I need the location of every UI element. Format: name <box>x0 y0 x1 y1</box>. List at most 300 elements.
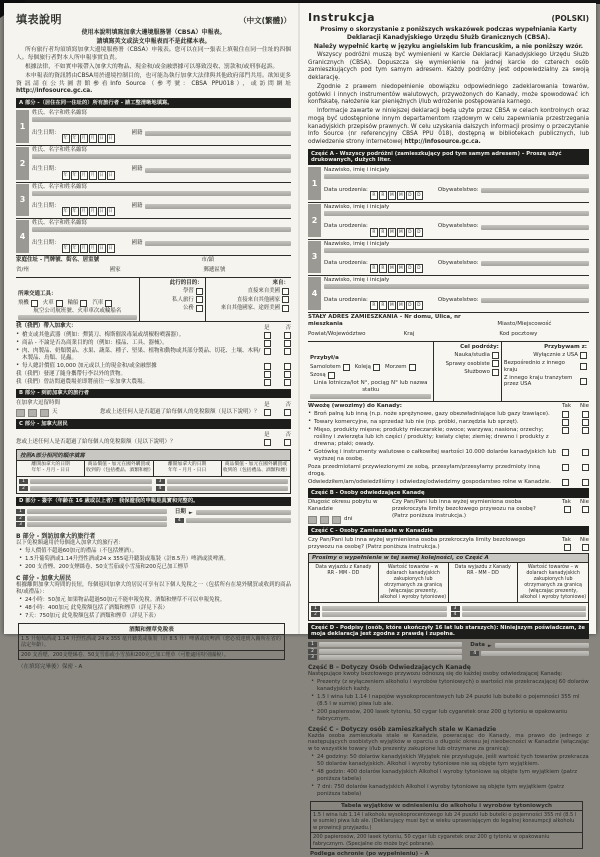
date-box[interactable]: 年 <box>63 245 68 251</box>
no-checkbox[interactable] <box>284 409 291 416</box>
instruction-sheet <box>4 3 596 857</box>
row-number: 2 <box>19 486 28 491</box>
option <box>385 364 416 371</box>
transport-section <box>308 341 589 401</box>
traveler-number: 1 <box>16 110 29 143</box>
day-box[interactable] <box>308 516 317 524</box>
table-order-note: Prosimy o wypełnienie w tej samej kolejności, co Część A <box>309 554 588 563</box>
instructions-b-intro: 以下免稅額適用於每個進入加拿大的旅行者： <box>16 540 124 547</box>
exemption-question: Czy Pan/Pani lub inna wyżej wymieniona osoba przekroczyła limity bezcłowego przywozu na osobę? (Patrz poniższa instrukcja.) <box>392 499 536 520</box>
part-b-bar: B 部分 - 到訪加拿大的旅行者 <box>16 389 291 398</box>
list-item: • 48小時：400加元 此免稅額包括了酒類和煙草（詳見下表） <box>19 605 291 612</box>
day-box[interactable] <box>320 516 329 524</box>
no-checkbox[interactable] <box>582 449 589 456</box>
date-box[interactable]: 月 <box>90 172 95 178</box>
date-box[interactable]: D <box>415 264 423 273</box>
list-item: • 7 dni: 750 dolarów kanadyjskich Alkohol i wyroby tytoniowe są objęte tym wyjątkiem (patrz poniższa tabela) <box>311 784 589 798</box>
col-value-left: 商品價值 - 加元在國外購買或收到的（包括禮品、酒類和煙） <box>85 461 153 476</box>
name-input[interactable] <box>32 117 291 122</box>
date-box[interactable]: 月 <box>81 245 86 251</box>
no-header: Nie <box>579 536 589 543</box>
dob-label: Data urodzenia: <box>324 223 368 230</box>
yes-checkbox[interactable] <box>562 427 569 434</box>
checkbox[interactable] <box>282 305 289 312</box>
goods-input[interactable] <box>30 486 152 491</box>
date-box[interactable]: D <box>415 228 423 237</box>
citizenship-input[interactable] <box>145 241 291 246</box>
option <box>533 352 587 359</box>
checkbox[interactable] <box>373 364 380 371</box>
date-box[interactable]: 年 <box>72 135 77 141</box>
date-box[interactable]: 日 <box>99 245 104 251</box>
instructions-b-intro: Następujące kwoty bezcłowego przywozu odnoszą się do każdej osoby odwiedzającej Kanadę: <box>308 671 563 677</box>
no-header: Nie <box>579 402 589 409</box>
dob-label: 出生日期： <box>32 239 60 246</box>
list-item: • 7天：750加元 此免稅額包括了酒類和煙草（詳見下表） <box>19 613 291 620</box>
checkbox[interactable] <box>196 288 203 295</box>
citizenship-input[interactable] <box>481 188 589 193</box>
traveler-row-4 <box>308 276 589 313</box>
yes-checkbox[interactable] <box>264 348 271 355</box>
infosource-link: http://infosource.gc.ca. <box>16 88 93 95</box>
checkbox[interactable] <box>105 300 112 307</box>
checkbox[interactable] <box>282 288 289 295</box>
row-number: 3 <box>156 479 165 484</box>
yes-checkbox[interactable] <box>264 340 271 347</box>
col-date-right: 離開加拿大的日期 年年 - 月月 - 日日 <box>154 461 222 476</box>
province-label: 省/州 <box>16 266 29 273</box>
date-box[interactable]: 年 <box>72 245 77 251</box>
date-box[interactable]: D <box>406 301 414 310</box>
traveler-number: 1 <box>308 167 321 200</box>
carrier-note: Linia lotnicza/lot N°, pociąg N° lub nazwa statku <box>313 379 428 393</box>
date-box[interactable]: 月 <box>81 209 86 215</box>
option <box>221 305 289 312</box>
goods-input[interactable] <box>322 606 447 611</box>
option <box>183 305 203 312</box>
signature-input[interactable] <box>27 522 167 527</box>
date-box[interactable]: R <box>379 264 387 273</box>
intro-bold-line: Należy wypełnić kartę w języku angielskim lub francuskim, a nie poniższy wzór. <box>313 42 584 50</box>
paragraph <box>308 108 589 146</box>
date-input[interactable] <box>196 510 291 515</box>
question-text: • Towary komercyjne, na sprzedaż lub nie (np. próbki, narzędzia lub sprzęt). <box>308 419 559 426</box>
date-box[interactable]: M <box>388 228 396 237</box>
exemptions-row: 200 支香煙、200支煙絲卷、50支雪茄或小雪茄和200克已加工煙草（可能適用特別國稅）。 <box>21 651 229 658</box>
date-box[interactable]: M <box>397 191 405 200</box>
yes-checkbox[interactable] <box>264 371 271 378</box>
row-number: 4 <box>451 612 460 617</box>
option-label: Służbowo <box>464 369 490 376</box>
option <box>355 364 380 371</box>
purpose-title: Cel podróży: <box>460 343 499 350</box>
signature-input[interactable] <box>319 642 462 647</box>
province-label: Powiat/Województwo <box>308 331 366 338</box>
name-input[interactable] <box>324 284 589 289</box>
goods-input[interactable] <box>30 479 152 484</box>
yes-checkbox[interactable] <box>264 439 271 446</box>
instructions-c-list <box>16 597 291 620</box>
infosource-link: http://infosource.gc.ca. <box>404 138 481 145</box>
date-input[interactable] <box>495 643 589 648</box>
checkbox[interactable] <box>492 352 499 359</box>
bringing-title: 我（我們）帶入加拿大： <box>16 323 77 330</box>
option-label: 公務 <box>182 305 194 312</box>
city-label: Miasto/Miejscowość <box>497 321 552 328</box>
no-checkbox[interactable] <box>284 340 291 347</box>
intro-bold-line: 請填寫英文或法文申報表而不是此樣本表。 <box>96 37 211 45</box>
citizenship-input[interactable] <box>481 261 589 266</box>
option-label: 火車 <box>42 299 54 306</box>
date-box[interactable]: R <box>370 191 378 200</box>
option <box>92 300 112 307</box>
citizenship-input[interactable] <box>145 168 291 173</box>
goods-input[interactable] <box>322 612 447 617</box>
checkbox[interactable] <box>196 305 203 312</box>
goods-input[interactable] <box>167 486 289 491</box>
day-box[interactable] <box>16 409 25 417</box>
date-box[interactable]: 月 <box>90 209 95 215</box>
date-box[interactable]: 日 <box>99 172 104 178</box>
option-label: Morzem <box>384 364 407 370</box>
arriving-title: Przybywam z: <box>544 343 587 350</box>
signature-input[interactable] <box>27 516 167 521</box>
option <box>172 296 203 303</box>
page-title-pl: Instrukcja <box>308 11 376 24</box>
no-checkbox[interactable] <box>284 332 291 339</box>
list-item: • 1.5升葡萄酒或1.14升烈性酒或24 x 355毫升聽裝或瓶裝（計8.5升）啤酒或淡啤酒。 <box>19 556 291 563</box>
yes-checkbox[interactable] <box>264 379 271 386</box>
checkbox[interactable] <box>282 296 289 303</box>
residents-table <box>16 449 291 494</box>
no-header: 否 <box>285 432 291 439</box>
date-box[interactable]: D <box>406 264 414 273</box>
date-box[interactable]: R <box>370 301 378 310</box>
traveler-number: 2 <box>16 147 29 180</box>
question-text: • Mięso, produkty mięsne; produkty mleczarskie; owoce; warzywa; nasiona; orzechy; rośliny i zwierzęta lub ich części / produkty; kwiaty cięte; ziemię; drewno i produkty z drewna; ptaki; owady. <box>308 427 559 448</box>
date-box[interactable]: R <box>370 228 378 237</box>
citizenship-label: 國籍 <box>131 166 143 173</box>
panel-chinese <box>4 3 300 671</box>
carrier-note: 航空公司航班號、火車車次或輪船名 <box>33 307 122 314</box>
transport-title: 所乘交通工具： <box>18 290 57 297</box>
exemption-question: Czy Pan/Pani lub inna wyżej wymieniona osoba przekroczyła limity bezcłowego przywozu na osobę? (Patrz poniższa instrukcja.) <box>308 536 526 550</box>
name-label: 姓氏、名字和姓名縮寫 <box>32 110 88 117</box>
goods-input[interactable] <box>167 479 289 484</box>
question-text: Odwiedziłem/am/odwiedziliśmy i odwiedzę/odwiedzimy gospodarstwo rolne w Kanadzie. <box>308 478 552 485</box>
yes-checkbox[interactable] <box>562 411 569 418</box>
arriving-options <box>504 352 587 388</box>
instructions-c-intro: 根據離開加拿大時間的長短，每個返回加拿大的居民可享有以下個人免稅之一（包括所有在境外購買或收到的商品和/或禮品）： <box>16 582 291 596</box>
row-number: 2 <box>16 516 25 521</box>
no-checkbox[interactable] <box>582 427 589 434</box>
city-label: 市/鎮 <box>201 257 215 264</box>
option-label: 汽車 <box>92 299 104 306</box>
traveler-number: 4 <box>16 220 29 253</box>
option-label: Nauka/studia <box>454 352 490 359</box>
citizenship-label: 國籍 <box>131 129 143 136</box>
citizenship-input[interactable] <box>481 298 589 303</box>
date-box[interactable]: D <box>415 301 423 310</box>
date-box[interactable]: M <box>388 301 396 310</box>
date-label: Data <box>470 642 485 648</box>
col-value-left: Wartość towarów – w dolarach kanadyjskich zakupionych lub otrzymanych za granicą (włączając prezenty, alkohol i wyroby tytoniowe) <box>379 563 449 602</box>
checkbox[interactable] <box>409 364 416 371</box>
question-text: • 每人總計價值 10,000 加元或以上的現金和/或金融票據 <box>16 363 261 370</box>
traveler-row-3 <box>16 183 291 220</box>
option-label: Koleją <box>354 364 371 370</box>
transport-options <box>310 364 431 379</box>
date-box[interactable]: 年 <box>72 209 77 215</box>
option-label: 直接來自其他國家 <box>236 296 280 303</box>
row-number: 1 <box>311 606 320 611</box>
goods-input[interactable] <box>462 612 587 617</box>
name-input[interactable] <box>32 227 291 232</box>
option-label: Sprawy osobiste <box>445 360 490 367</box>
option <box>310 372 335 379</box>
option-label: 輪船 <box>67 299 79 306</box>
row-number: 3 <box>451 606 460 611</box>
option <box>18 300 38 307</box>
days-label: 天 <box>52 409 58 416</box>
option-label: 來自其他國家、途經美國 <box>220 305 280 312</box>
yes-checkbox[interactable] <box>562 449 569 456</box>
paragraph <box>16 73 291 96</box>
stay-days-field <box>16 409 100 417</box>
arriving-title: 來自： <box>272 279 289 286</box>
checkbox[interactable] <box>31 300 38 307</box>
checkbox[interactable] <box>56 300 63 307</box>
question-text: Poza przedmiotami przywiezionymi ze sobą, przesyłam/przesyłamy przedmioty inną drogą. <box>308 463 541 477</box>
no-checkbox[interactable] <box>284 379 291 386</box>
carrier-input[interactable] <box>18 315 137 320</box>
exemption-question: 您或上述任何人是否超過了給每個人的免稅限額（見以下說明）？ <box>16 439 176 446</box>
traveler-row-2 <box>308 203 589 240</box>
yes-checkbox[interactable] <box>564 506 571 513</box>
date-box[interactable]: M <box>397 301 405 310</box>
no-checkbox[interactable] <box>582 479 589 486</box>
checkbox[interactable] <box>80 300 87 307</box>
residents-table <box>308 553 589 620</box>
col-date-left: 離開加拿大的日期 年年 - 月月 - 日日 <box>17 461 85 476</box>
option <box>183 288 203 295</box>
signature-section <box>16 508 291 529</box>
intro-bold-line: Prosimy o skorzystanie z poniższych wskazówek podczas wypełniania Karty Deklaracji Kanadyjskiego Urzędu Służb Granicznych (CBSA). <box>320 26 577 41</box>
checkbox[interactable] <box>343 364 350 371</box>
no-checkbox[interactable] <box>582 544 589 551</box>
part-a-bar: Część A - Wszyscy podróżni (zamieszkujący pod tym samym adresem) – Proszę użyć drukowanych, dużych liter. <box>308 149 589 165</box>
date-box[interactable]: D <box>415 191 423 200</box>
traveler-row-1 <box>16 109 291 146</box>
yes-checkbox[interactable] <box>264 363 271 370</box>
list-item: • 每人價值不超過60加元的禮品（不包括煙酒）。 <box>19 548 291 555</box>
day-box[interactable] <box>28 409 37 417</box>
yes-header: 是 <box>264 325 270 332</box>
date-box[interactable]: 日 <box>108 135 113 141</box>
instructions-b-title: B 部分 - 到訪加拿大的旅行者 <box>16 533 96 541</box>
day-box[interactable] <box>40 409 49 417</box>
signature-input[interactable] <box>319 655 462 660</box>
option-label: Samolotem <box>310 364 341 370</box>
protected-footer: （在填寫完畢後）保密 - A <box>18 664 83 671</box>
yes-checkbox[interactable] <box>562 479 569 486</box>
no-checkbox[interactable] <box>284 348 291 355</box>
exemptions-row: 200 papierosów, 200 lasek tytoniu, 50 cygar lub cygaretek oraz 200 g tytoniu w opakowaniu fabrycznym. (Specjalne cło może być pobrane). <box>313 834 550 847</box>
stay-label: 在加拿大逗留時間 <box>16 399 61 406</box>
panel-polish <box>300 3 596 857</box>
row-number: 4 <box>175 518 184 523</box>
no-checkbox[interactable] <box>582 464 589 471</box>
citizenship-input[interactable] <box>145 131 291 136</box>
date-box[interactable]: 月 <box>81 172 86 178</box>
days-label: dni <box>344 515 353 522</box>
no-checkbox[interactable] <box>582 506 589 513</box>
list-item: • 24小時：50加元 如果物品超過50加元不能申報免稅。酒類和煙草不可以申報免稅。 <box>19 597 291 604</box>
name-input[interactable] <box>32 191 291 196</box>
yes-checkbox[interactable] <box>264 332 271 339</box>
checkbox[interactable] <box>580 352 587 359</box>
date-box[interactable]: M <box>397 228 405 237</box>
traveler-number: 3 <box>16 184 29 217</box>
date-box[interactable]: M <box>397 264 405 273</box>
checkbox[interactable] <box>580 378 587 385</box>
instructions-b-title: Część B – Dotyczy Osób Odwiedzających Kanadę <box>308 664 471 671</box>
date-box[interactable]: R <box>379 228 387 237</box>
purpose-options <box>142 288 203 312</box>
question-text: 我（我們）發運了隨身攜帶行李以外的貨物。 <box>16 371 127 378</box>
option <box>504 375 587 388</box>
citizenship-label: Obywatelstwo: <box>437 223 479 230</box>
date-box[interactable]: 日 <box>108 172 113 178</box>
signature-input[interactable] <box>27 509 167 514</box>
exemptions-row: 1.5 l wina lub 1.14 l alkoholu wysokoprocentowego lub 24 puszki lub butelki o pojemności 355 ml (8.5 l w sumie) piwa lub ale. (Deklarujący musi być w wieku uprawniającym do legalnej konsumpcji alkoholu w prowincji przyjazdu.) <box>311 811 582 834</box>
option-label: Wyłącznie z USA <box>533 352 578 359</box>
no-checkbox[interactable] <box>284 439 291 446</box>
part-b-bar: Część B - Osoby odwiedzające Kanadę <box>308 488 589 497</box>
checkbox[interactable] <box>328 372 335 379</box>
paragraph: 根據法律，不如實申報帶入加拿大的物品、現金和/或金融票據可以導致沒收、罰款和/或刑事起訴。 <box>25 63 279 70</box>
dob-boxes <box>370 291 424 310</box>
name-input[interactable] <box>324 211 589 216</box>
carrier-input[interactable] <box>310 394 431 399</box>
name-input[interactable] <box>32 154 291 159</box>
home-address-label: 家庭住址 - 門牌號、街名、居室號 <box>16 257 100 264</box>
option-label: 直接來自美國 <box>247 288 280 295</box>
citizenship-input[interactable] <box>481 225 589 230</box>
date-box[interactable]: 月 <box>81 135 86 141</box>
day-box[interactable] <box>332 516 341 524</box>
part-d-bar: D 部分 - 簽字（年齡在 16 歲或以上者）：我保證我的申報是真實和完整的。 <box>16 497 291 506</box>
date-box[interactable]: 月 <box>90 245 95 251</box>
protected-footer: Podlega ochronie (po wypełnieniu) – A <box>310 851 429 857</box>
checkbox[interactable] <box>580 363 587 370</box>
name-input[interactable] <box>324 174 589 179</box>
traveler-number: 3 <box>308 241 321 274</box>
goods-input[interactable] <box>462 606 587 611</box>
option <box>464 369 499 376</box>
date-box[interactable]: 年 <box>63 172 68 178</box>
date-box[interactable]: 日 <box>108 209 113 215</box>
date-box[interactable]: M <box>388 264 396 273</box>
date-box[interactable]: D <box>406 191 414 200</box>
dob-boxes <box>62 234 116 253</box>
option-label: 私人旅行 <box>172 296 194 303</box>
yes-checkbox[interactable] <box>562 419 569 426</box>
purpose-title: 此行的目的： <box>169 279 203 286</box>
no-header: 否 <box>285 401 291 408</box>
checkbox[interactable] <box>492 369 499 376</box>
signature-input[interactable] <box>319 649 462 654</box>
row-number: 3 <box>16 522 25 527</box>
dob-label: Data urodzenia: <box>324 260 368 267</box>
dob-boxes <box>62 197 116 216</box>
date-box[interactable]: 日 <box>108 245 113 251</box>
paragraph-text: 本申報表的資訊將由CBSA用於邊境控制目的，也可能為執行加拿大法律與其他政府部門共用。欲知更多資訊請在公共圖書館參看Info Source（參考號：CBSA PPU018），或訪問網址 <box>16 73 291 87</box>
option <box>237 296 289 303</box>
checkbox[interactable] <box>492 360 499 367</box>
transport-title: Przybył/a <box>310 354 339 361</box>
yes-checkbox[interactable] <box>264 409 271 416</box>
date-box[interactable]: 日 <box>99 209 104 215</box>
name-label: Nazwisko, imię i inicjały <box>324 277 390 284</box>
date-box[interactable]: 月 <box>90 135 95 141</box>
name-label: 姓氏、名字和姓名縮寫 <box>32 220 88 227</box>
yes-checkbox[interactable] <box>562 464 569 471</box>
date-box[interactable]: D <box>406 228 414 237</box>
row-number: 4 <box>156 486 165 491</box>
date-box[interactable]: 年 <box>63 209 68 215</box>
dob-boxes <box>370 254 424 273</box>
name-label: 姓氏、名字和姓名縮寫 <box>32 146 88 153</box>
name-input[interactable] <box>324 248 589 253</box>
yes-header: Tak <box>561 499 571 506</box>
citizenship-input[interactable] <box>145 204 291 209</box>
citizenship-label: Obywatelstwo: <box>437 186 479 193</box>
home-address-label: STAŁY ADRES ZAMIESZKANIA – Nr domu, Ulica, nr mieszkania <box>308 314 461 328</box>
col-date-right: Data wyjazdu z Kanady RR - MM - DD <box>449 563 519 602</box>
exemptions-table <box>310 801 583 850</box>
checkbox[interactable] <box>196 296 203 303</box>
date-box[interactable]: R <box>370 264 378 273</box>
row-number: 2 <box>308 649 317 654</box>
option <box>454 352 498 359</box>
part-c-bar: C 部分 - 加拿大居民 <box>16 419 291 428</box>
arrow-right-icon: ► <box>188 509 193 516</box>
yes-checkbox[interactable] <box>564 544 571 551</box>
row-number: 2 <box>311 612 320 617</box>
date-box[interactable]: R <box>379 191 387 200</box>
date-box[interactable]: M <box>388 191 396 200</box>
signature-input[interactable] <box>481 651 589 656</box>
citizenship-label: 國籍 <box>131 239 143 246</box>
no-checkbox[interactable] <box>582 411 589 418</box>
no-checkbox[interactable] <box>284 363 291 370</box>
date-box[interactable]: R <box>379 301 387 310</box>
transport-section <box>16 277 291 322</box>
date-box[interactable]: 日 <box>99 135 104 141</box>
option-label: Z innego kraju tranzytem przez USA <box>503 374 573 388</box>
date-box[interactable]: 年 <box>63 135 68 141</box>
bringing-title: Wwożę (wwozimy) do Kanady: <box>308 402 403 409</box>
no-checkbox[interactable] <box>284 371 291 378</box>
no-checkbox[interactable] <box>582 419 589 426</box>
row-number: 1 <box>16 509 25 514</box>
option <box>248 288 289 295</box>
signature-input[interactable] <box>186 518 291 523</box>
postal-code-label: Kod pocztowy <box>499 331 538 338</box>
question-text: • Gotówkę i instrumenty walutowe o całkowitej wartości 10.000 dolarów kanadyjskich lub wyższej na osobę. <box>308 449 559 463</box>
date-box[interactable]: 年 <box>72 172 77 178</box>
